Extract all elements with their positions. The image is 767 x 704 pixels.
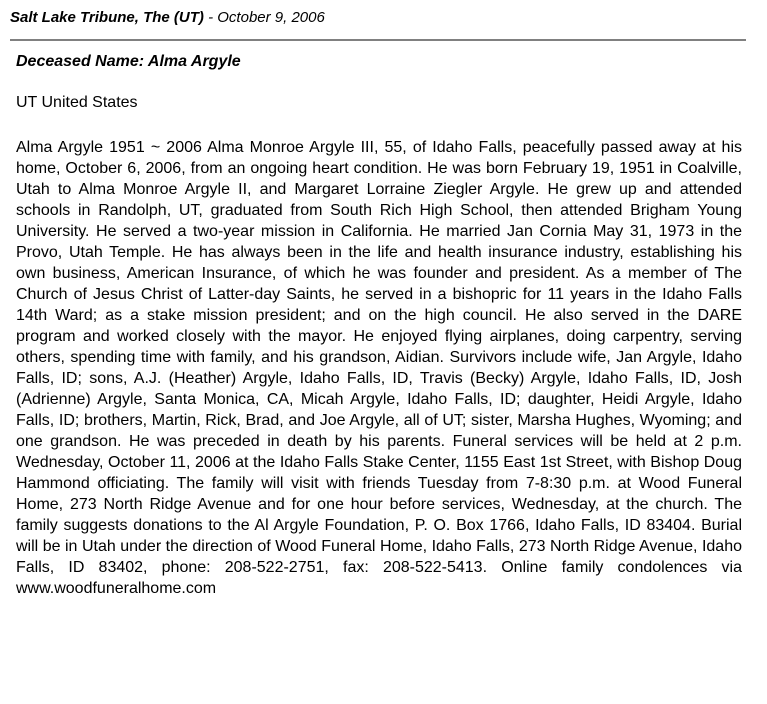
obituary-text: Alma Argyle 1951 ~ 2006 Alma Monroe Argyle III, 55, of Idaho Falls, peacefully passed away at his home, October 6, 2006, from an ongoing heart condition. He was born February 19, 1951 in Coalville, Utah to Alma Monroe Argyle II, and Margaret Lorraine Ziegler Argyle. He grew up and attended schools in Randolph, UT, graduated from South Rich High School, then attended Brigham Young University. He served a two-year mission in California. He married Jan Cornia May 31, 1973 in the Provo, Utah Temple. He has always been in the life and health insurance industry, establishing his own business, American Insurance, of which he was founder and president. As a member of The Church of Jesus Christ of Latter-day Saints, he served in a bishopric for 11 years in the Idaho Falls 14th Ward; as a stake mission president; and on the high council. He also served in the DARE program and worked closely with the mayor. He enjoyed flying airplanes, doing carpentry, serving others, spending time with family, and his grandson, Aidian. Survivors include wife, Jan Argyle, Idaho Falls, ID; sons, A.J. (Heather) Argyle, Idaho Falls, ID, Travis (Becky) Argyle, Idaho Falls, ID, Josh (Adrienne) Argyle, Santa Monica, CA, Micah Argyle, Idaho Falls, ID; daughter, Heidi Argyle, Idaho Falls, ID; brothers, Martin, Rick, Brad, and Joe Argyle, all of UT; sister, Marsha Hughes, Wyoming; and one grandson. He was preceded in death by his parents. Funeral services will be held at 2 p.m. Wednesday, October 11, 2006 at the Idaho Falls Stake Center, 1155 East 1st Street, with Bishop Doug Hammond officiating. The family will visit with friends Tuesday from 7-8:30 p.m. at Wood Funeral Home, 273 North Ridge Avenue and for one hour before services, Wednesday, at the church. The family suggests donations to the Al Argyle Foundation, P. O. Box 1766, Idaho Falls, ID 83404. Burial will be in Utah under the direction of Wood Funeral Home, Idaho Falls, 273 North Ridge Avenue, Idaho Falls, ID 83402, phone: 208-522-2751, fax: 208-522-5413. Online family condolences via www.woodfuneralhome.com: [16, 139, 742, 597]
location-text: UT United States: [16, 94, 138, 111]
publication-header: [10, 9, 325, 26]
deceased-name: Alma Argyle: [147, 53, 241, 70]
deceased-label: Deceased Name:: [16, 53, 148, 70]
publication-date: October 9, 2006: [217, 9, 325, 26]
header-divider: [10, 39, 746, 41]
deceased-heading: [16, 53, 241, 71]
header-separator: -: [203, 9, 218, 26]
publication-source: Salt Lake Tribune, The (UT): [10, 9, 204, 26]
